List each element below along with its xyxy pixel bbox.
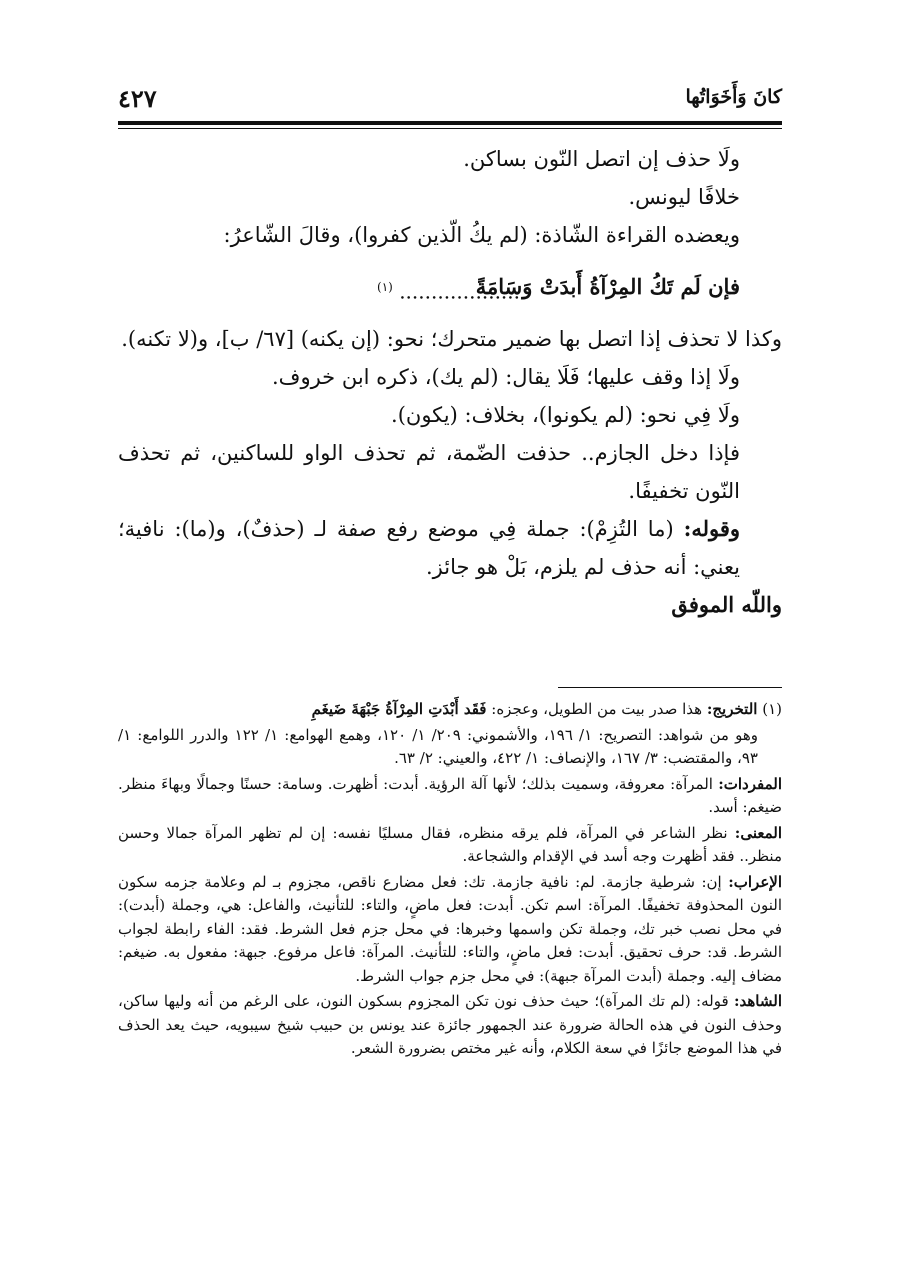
closing-phrase: واللّه الموفق [671,592,782,617]
parsing-text: إن: شرطية جازمة. لم: نافية جازمة. تك: فعل مضارع ناقص، مجزوم بـ لم وعلامة جزمه سكون النون المحذوفة تخفيفًا. المرآة: اسم تكن. أبدت: فعل ماضٍ، والتاء: للتأنيث، والفاعل: هي، وجملة (أبدت): في محل نصب خبر تك، وجملة تكن واسمها وخبرها: في محل جزم فعل الشرط. فقد: الفاء رابطة لجواب الشرط. قد: حرف تحقيق. أبدت: فعل ماضٍ، والتاء: للتأنيث. المرآة: فاعل مرفوع. جبهة: مفعول به. ضيغم: مضاف إليه. وجملة (أبدت المرآة جبهة): في محل جزم جواب الشرط. [118,872,782,985]
paragraph-3: ويعضده القراءة الشّاذة: (لم يكُ الّذين كفروا)، وقالَ الشّاعرُ: [223,223,740,247]
footnote-number: (١) [762,700,782,718]
footnotes [118,698,782,1063]
evidence-text: قوله: (لم تك المرآة)؛ حيث حذف نون تكن المجزوم بسكون النون، على الرغم من أنه وليها ساكن، وحذف النون في هذه الحالة ضرورة عند الجمهور جائزة عند يونس بن حبيب شيخ سيبويه، حيث يعد الحذف في هذا الموضع جائزًا في سعة الكلام، وأنه غير مختص بضرورة الشعر. [118,992,782,1057]
footnote-sources: وهو من شواهد: التصريح: ١/ ١٩٦، والأشموني: ٢٠٩/ ١/ ١٢٠، وهمع الهوامع: ١/ ١٢٢ والدرر اللوامع: ١/ ٩٣، والمقتضب: ٣/ ١٦٧، والإنصاف: ١/ ٤٢٢، والعيني: ٢/ ٦٣. [118,725,758,767]
paragraph-4: وكذا لا تحذف إذا اتصل بها ضمير متحرك؛ نحو: (إن يكنه) [٦٧/ ب]، و(لا تكنه). [121,327,782,351]
paragraph-2: خلافًا ليونس. [628,185,740,209]
paragraph-8-lead: وقوله: [683,516,740,541]
running-title: كانَ وَأَخَوَاتُها [685,86,782,108]
meaning-text: نظر الشاعر في المرآة، فلم يرقه منظره، فقال مسليًا نفسه: إن لم تظهر المرآة جمالا وحسن منظر.. فقد أظهرت وجه أسد في الإقدام والشجاعة. [118,823,782,865]
footnote-separator [558,687,782,688]
paragraph-5: ولَا إذا وقف عليها؛ فَلَا يقال: (لم يك)، ذكره ابن خروف. [272,365,740,389]
footnote-takhrij [118,698,782,722]
parsing-label: الإعراب: [728,872,782,891]
vocabulary-label: المفردات: [718,774,782,793]
takhrij-text: هذا صدر بيت من الطويل، وعجزه: [491,700,703,718]
footnote-parsing [118,871,782,989]
verse-ellipsis [377,268,520,311]
footnote-meaning [118,822,782,869]
poetry-verse [118,262,782,320]
header-rule-thin [118,128,782,129]
footnote-evidence [118,990,782,1061]
vocabulary-text: المرآة: معروفة، وسميت بذلك؛ لأنها آلة الرؤية. أبدت: أظهرت. وسامة: حسنًا وجمالًا وبهاءَ منظر. ضيغم: أسد. [118,774,782,816]
main-text [118,140,782,624]
verse-dots-text: ................... [392,279,520,304]
header-rule-thick [118,121,782,125]
footnote-vocabulary [118,773,782,820]
paragraph-1: ولَا حذف إن اتصل النّون بساكن. [463,147,740,171]
takhrij-label: التخريج: [706,700,758,718]
verse-hemistich: فإن لَم تَكُ المِرْآةُ أَبدَتْ وَسَامَةً [475,274,740,299]
meaning-label: المعنى: [734,823,782,842]
paragraph-8 [118,510,782,586]
paragraph-8-text: (ما التُزِمْ): جملة فِي موضع رفع صفة لـ (حذفٌ)، و(ما): نافية؛ يعني: أنه حذف لم يلزم، بَلْ هو جائز. [118,517,740,579]
evidence-label: الشاهد: [733,992,782,1010]
paragraph-7: فإذا دخل الجازم.. حذفت الضّمة، ثم تحذف الواو للساكنين، ثم تحذف النّون تخفيفًا. [118,441,740,503]
paragraph-6: ولَا فِي نحو: (لم يكونوا)، بخلاف: (يكون). [391,403,740,427]
page-header [118,80,782,120]
verse-second-hemistich: فَقَد أَبْدَتِ المِرْآةُ جَبْهَةَ ضَيغَمِ [311,700,487,718]
footnote-reference: (١) [377,280,393,294]
page-number: ٤٢٧ [118,84,157,113]
